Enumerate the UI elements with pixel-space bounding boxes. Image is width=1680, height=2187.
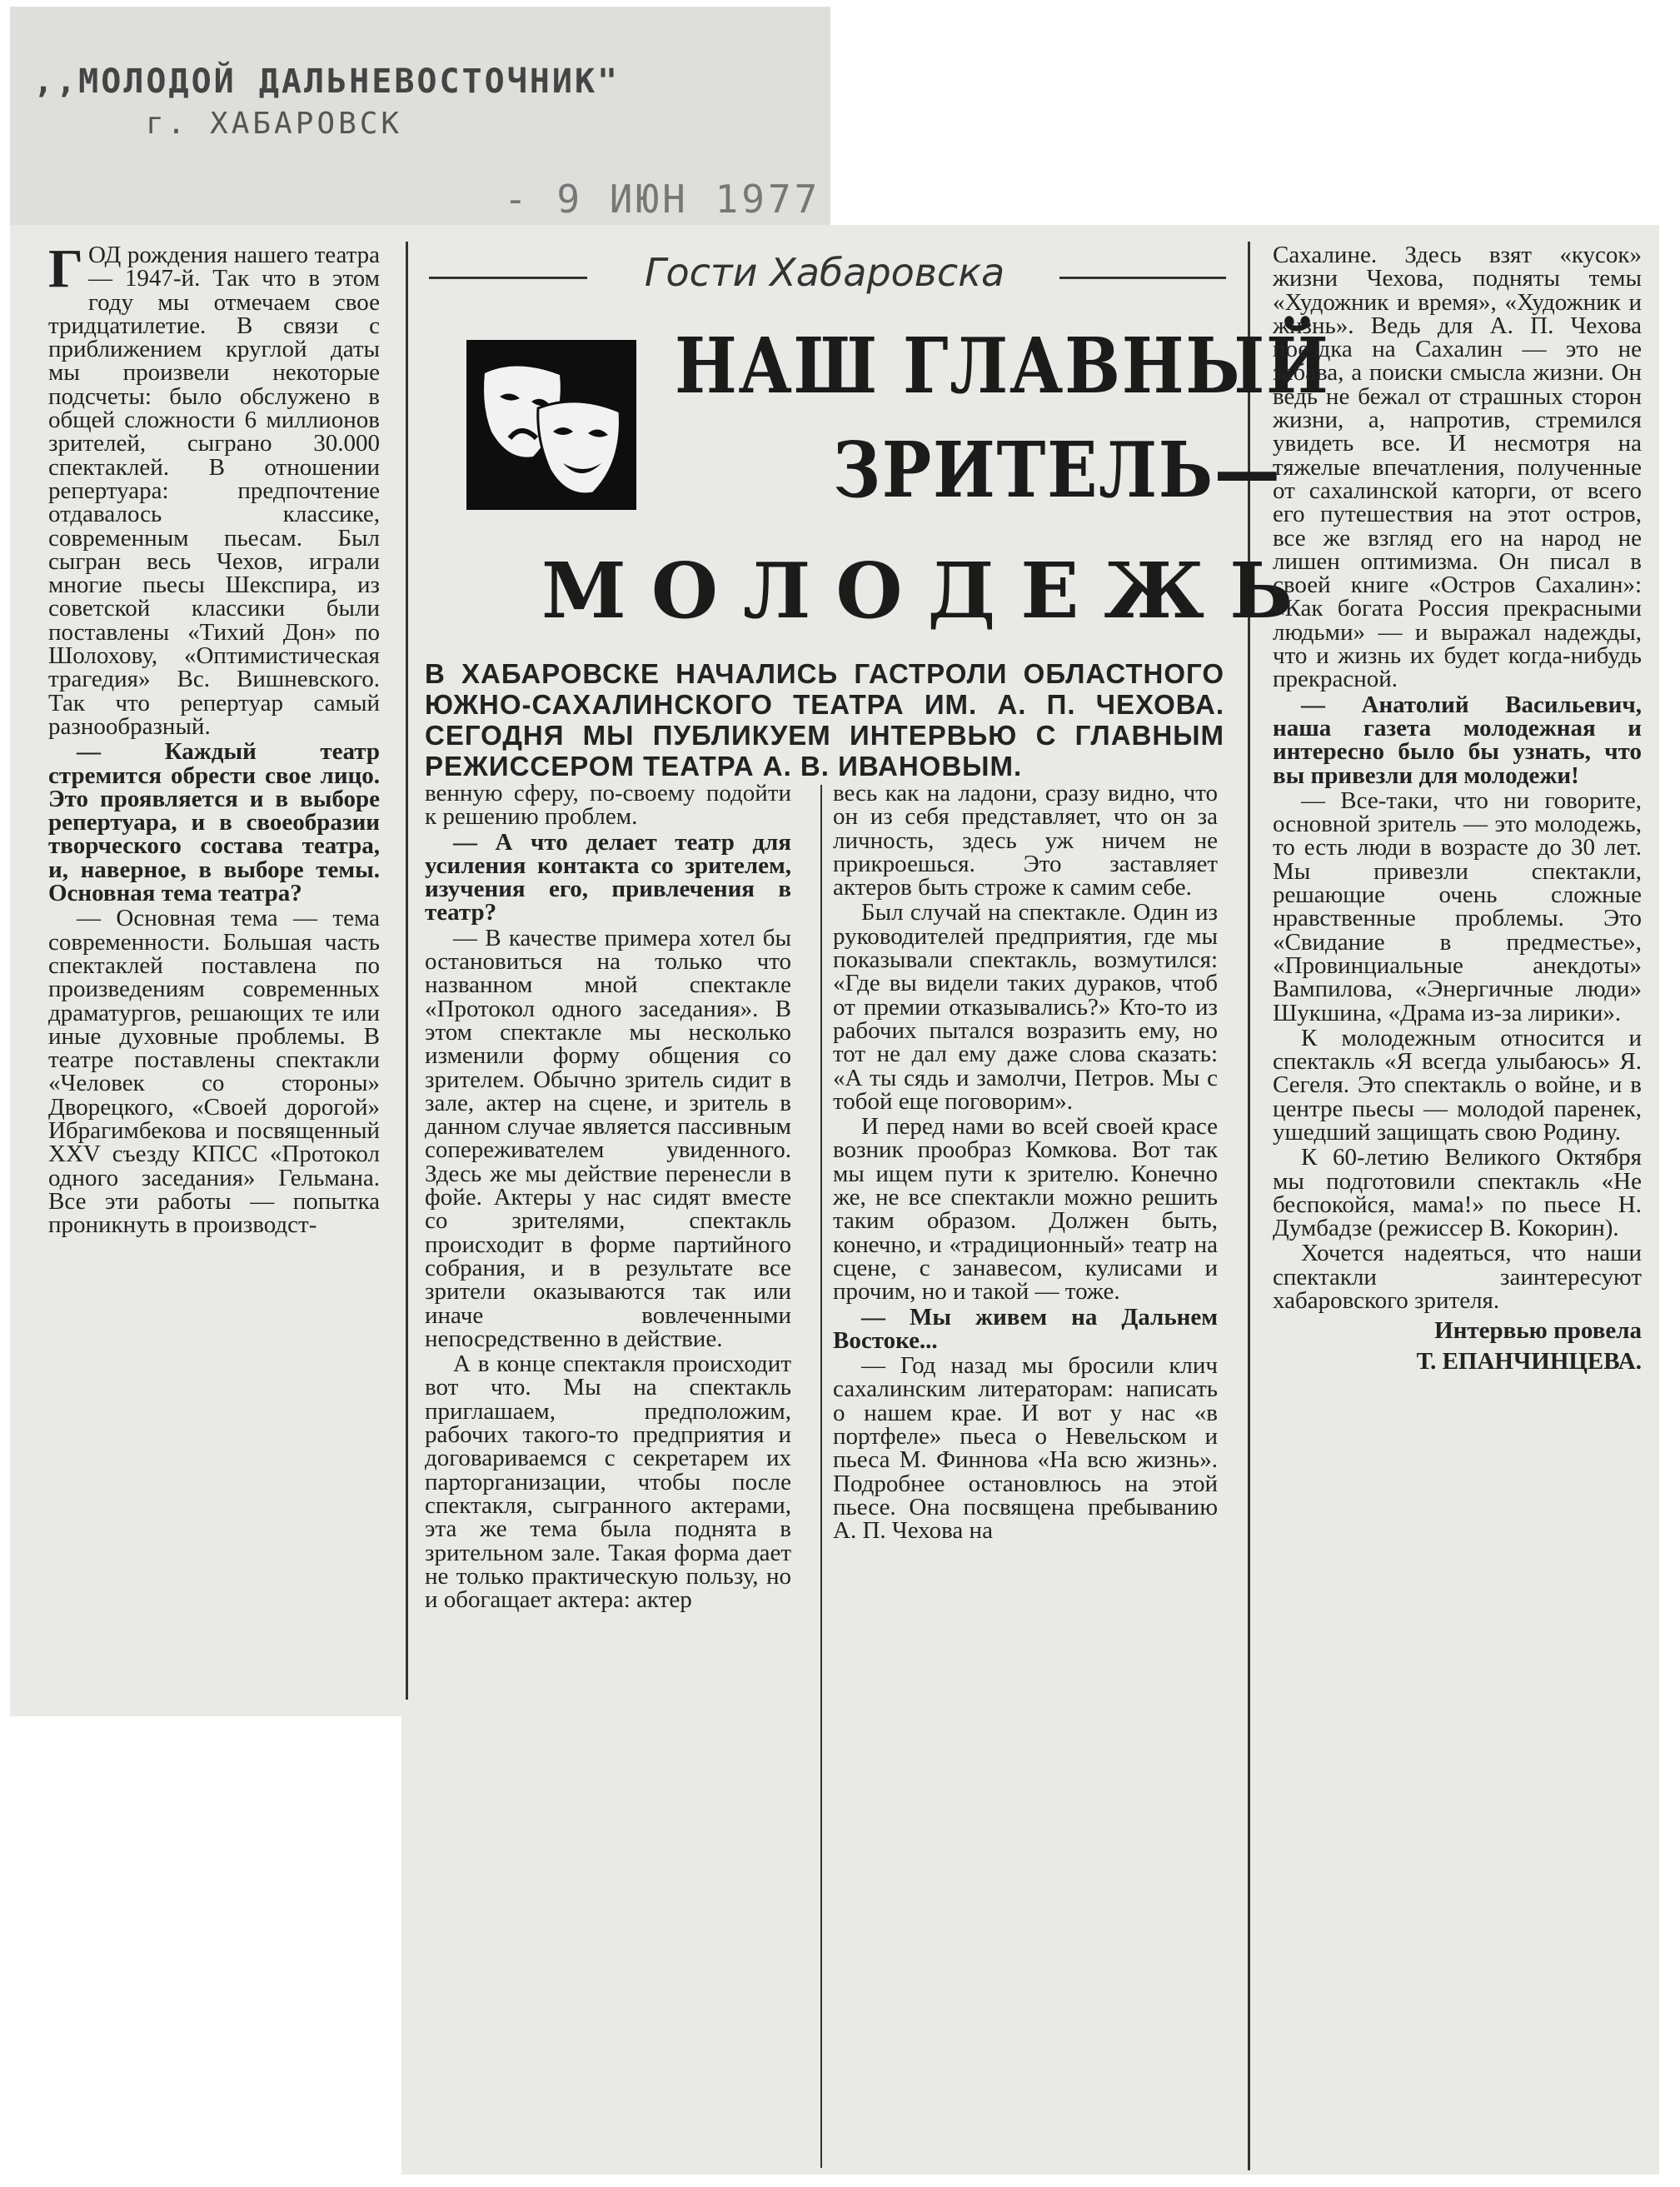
interview-question: — А что делает театр для усиления контакта со зрителем, изучения его, привлечения в театр?: [425, 828, 791, 926]
paragraph: А в конце спектакля происходит вот что. Мы на спектакль приглашаем, предположим, рабочих такого-то предприятия и договариваемся с секретарем их парторганизации, чтобы после спектакля, сыгранного актерами, эта же тема была поднята в зрительном зале. Такая форма дает не только практическую пользу, но и обогащает актера: актер: [425, 1351, 791, 1614]
drop-cap: Г: [48, 238, 83, 299]
interview-credit: Интервью провела: [1434, 1317, 1642, 1345]
paragraph: — Все-таки, что ни говорите, основной зритель — это молодежь, то есть люди в возрасте до 30 лет. Мы привезли спектакли, решающие очень сложные нравственные проблемы. Это «Свидание в предместье», «Провинциальные анекдоты» Вампилова, «Энергичные люди» Шукшина, «Драма из-за лирики».: [1273, 786, 1642, 1026]
headline-line-1: НАШ ГЛАВНЫЙ: [675, 321, 1330, 411]
article-column-4: [1273, 243, 1642, 1375]
interview-question: — Анатолий Васильевич, наша газета молодежная и интересно было бы узнать, что вы привезли для молодежи!: [1273, 691, 1642, 789]
paragraph: И перед нами во всей своей красе возник прообраз Комкова. Вот так мы ищем пути к зрителю. Конечно же, не все спектакли можно решить таким образом. Должен быть, конечно, и «традиционный» театр на сцене, с занавесом, кулисами и прочим, но и такой — тоже.: [833, 1113, 1218, 1306]
column-rule: [406, 242, 408, 1700]
stamp-newspaper-name: ,,МОЛОДОЙ ДАЛЬНЕВОСТОЧНИК": [33, 62, 621, 101]
happy-mask-icon: [538, 402, 621, 494]
paragraph: весь как на ладони, сразу видно, что он из себя представляет, что он за личность, здесь уж ничем не прикроешься. Это заставляет актеров быть строже к самим себе.: [833, 780, 1218, 901]
author-name: Т. ЕПАНЧИНЦЕВА.: [1416, 1347, 1642, 1375]
paragraph: К молодежным относится и спектакль «Я всегда улыбаюсь» Я. Сегеля. Это спектакль о войне, и в центре пьесы — молодой паренек, ушедший защищать свою Родину.: [1273, 1024, 1642, 1146]
article-column-2: [425, 781, 791, 1613]
column-rule: [1248, 242, 1250, 2170]
theatre-masks-icon: [466, 340, 636, 510]
paragraph: [48, 238, 380, 740]
paragraph: венную сферу, по-своему подойти к решению проблем.: [425, 780, 791, 831]
headline-line-3: МОЛОДЕЖЬ: [541, 546, 1319, 636]
stamp-date: - 9 ИЮН 1977: [504, 177, 821, 222]
column-rule: [820, 785, 822, 2168]
interview-question: — Мы живем на Дальнем Востоке...: [833, 1303, 1218, 1354]
headline-line-2: ЗРИТЕЛЬ—: [833, 425, 1282, 515]
stamp-city: г. ХАБАРОВСК: [146, 107, 403, 141]
rubric: Гости Хабаровска: [644, 250, 1005, 295]
paragraph: Хочется надеяться, что наши спектакли заинтересуют хабаровского зрителя.: [1273, 1240, 1642, 1315]
paragraph: К 60-летию Великого Октября мы подготовили спектакль «Не беспокойся, мама!» по пьесе Н. Думбадзе (режиссер В. Кокорин).: [1273, 1144, 1642, 1242]
paragraph: — Основная тема — тема современности. Большая часть спектаклей поставлена по произведениям современных драматургов, решающих те или иные духовные проблемы. В театре поставлены спектакли «Человек со стороны» Дворецкого, «Своей дорогой» Ибрагимбекова и посвященный XXV съезду КПСС «Протокол одного заседания» Гельмана. Все эти работы — попытка проникнуть в производст-: [48, 905, 380, 1239]
paragraph: — В качестве примера хотел бы остановиться на только что названном мной спектакле «Протокол одного заседания». В этом спектакле мы несколько изменили форму общения со зрителем. Обычно зритель сидит в зале, актер на сцене, и зритель в данном случае является пассивным сопереживателем увиденного. Здесь же мы действие перенесли в фойе. Актеры у нас сидят вместе со зрителями, спектакль происходит в форме партийного собрания, и в результате все зрители оказываются так или иначе вовлеченными непосредственно в действие.: [425, 924, 791, 1352]
paragraph-text: ОД рождения нашего театра — 1947-й. Так что в этом году мы отмечаем свое тридцатилетие. В связи с приближением круглой даты мы произвели некоторые подсчеты: было обслужено в общей сложности 6 миллионов зрителей, сыграно 30.000 спектаклей. В отношении репертуара: предпочтение отдавалось классике, современным пьесам. Был сыгран весь Чехов, играли многие пьесы Шекспира, из советской классики были поставлены «Тихий Дон» по Шолохову, «Оптимистическая трагедия» Вс. Вишневского. Так что репертуар самый разнообразный.: [48, 242, 380, 740]
article-lead: В ХАБАРОВСКЕ НАЧАЛИСЬ ГАСТРОЛИ ОБЛАСТНОГО ЮЖНО-САХАЛИНСКОГО ТЕАТРА ИМ. А. П. ЧЕХОВА. СЕГОДНЯ МЫ ПУБЛИКУЕМ ИНТЕРВЬЮ С ГЛАВНЫМ РЕЖИССЕРОМ ТЕАТРА А. В. ИВАНОВЫМ.: [425, 658, 1224, 781]
paragraph: Был случай на спектакле. Один из руководителей предприятия, где мы показывали спектакль, возмутился: «Где вы видели таких дураков, чтоб от премии отказывались?» Кто-то из рабочих пытался возразить ему, но тот не дал ему даже слова сказать: «А ты сядь и замолчи, Петров. Мы с тобой еще поговорим».: [833, 899, 1218, 1115]
interview-question: — Каждый театр стремится обрести свое лицо. Это проявляется и в выборе репертуара, и в своеобразии творческого состава театра, и, наверное, в выборе темы. Основная тема театра?: [48, 738, 380, 907]
article-column-3: [833, 781, 1218, 1545]
paragraph: Сахалине. Здесь взят «кусок» жизни Чехова, подняты темы «Художник и время», «Художник и жизнь». Ведь для А. П. Чехова поездка на Сахалин — это не забава, а поиски смысла жизни. Он ведь не бежал от страшных сторон жизни, а, напротив, стремился увидеть все. И несмотря на тяжелые впечатления, полученные от сахалинской каторги, от всего его путешествия на этот остров, все же взгляд его на народ не лишен оптимизма. Он писал в своей книге «Остров Сахалин»: «Как богата Россия прекрасными людьми» — и выражал надежды, что и жизнь их будет когда-нибудь прекрасной.: [1273, 242, 1642, 693]
paragraph: — Год назад мы бросили клич сахалинским литераторам: написать о нашем крае. И вот у нас «в портфеле» пьеса о Невельском и пьеса М. Финнова «На всю жизнь». Подробнее остановлюсь на этой пьесе. Она посвящена пребыванию А. П. Чехова на: [833, 1352, 1218, 1545]
article-column-1: [48, 238, 380, 1239]
